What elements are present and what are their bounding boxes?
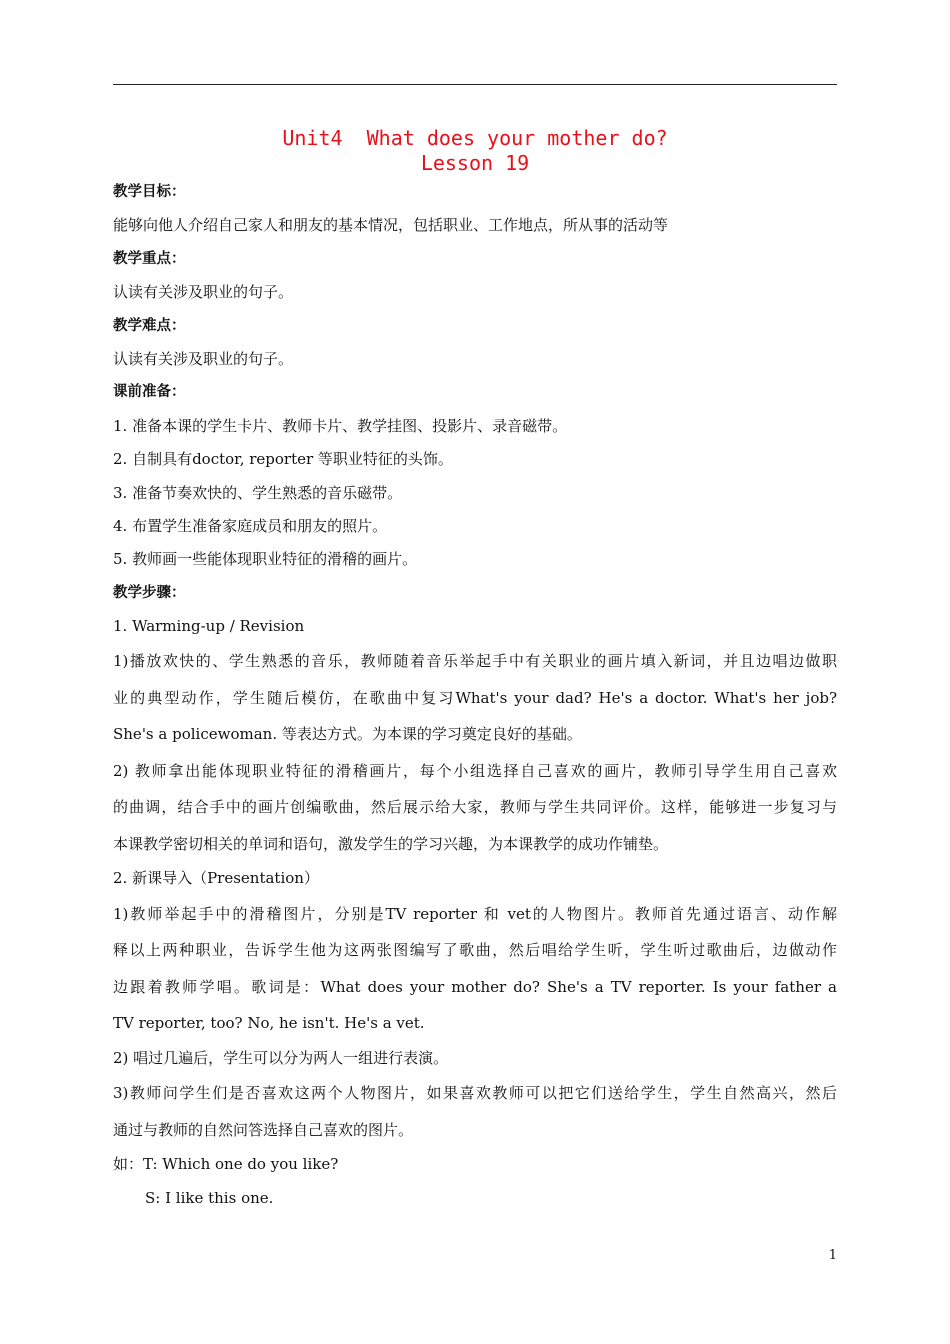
- step-presentation: 2. 新课导入（Presentation）: [113, 869, 319, 888]
- dialogue-student: S: I like this one.: [145, 1188, 274, 1207]
- heading-teaching-steps: 教学步骤：: [113, 584, 186, 601]
- paragraph-line: 2) 唱过几遍后，学生可以分为两人一组进行表演。: [113, 1048, 449, 1067]
- paragraph-line: 2) 教师拿出能体现职业特征的滑稽画片，每个小组选择自己喜欢的画片，教师引导学生用自己喜欢: [113, 761, 837, 780]
- document-body: [113, 176, 837, 1215]
- preparation-item: 1. 准备本课的学生卡片、教师卡片、教学挂图、投影片、录音磁带。: [113, 416, 568, 435]
- heading-key-points: 教学重点：: [113, 250, 186, 267]
- preparation-item: 3. 准备节奏欢快的、学生熟悉的音乐磁带。: [113, 483, 403, 502]
- key-points-text: 认读有关涉及职业的句子。: [113, 283, 294, 302]
- preparation-item: 5. 教师画一些能体现职业特征的滑稽的画片。: [113, 550, 418, 569]
- paragraph-line: 释以上两种职业，告诉学生他为这两张图编写了歌曲，然后唱给学生听，学生听过歌曲后，边做动作: [113, 941, 837, 960]
- preparation-item: 2. 自制具有doctor, reporter 等职业特征的头饰。: [113, 450, 453, 469]
- preparation-item: 4. 布置学生准备家庭成员和朋友的照片。: [113, 516, 388, 535]
- dialogue-teacher: 如：T: Which one do you like?: [113, 1155, 339, 1174]
- paragraph-line: 3)教师问学生们是否喜欢这两个人物图片，如果喜欢教师可以把它们送给学生，学生自然高兴，然后: [113, 1084, 837, 1103]
- title-unit: Unit4 What does your mother do?: [282, 126, 668, 150]
- paragraph-line: 本课教学密切相关的单词和语句，激发学生的学习兴趣，为本课教学的成功作铺垫。: [113, 834, 669, 853]
- paragraph-line: 通过与教师的自然问答选择自己喜欢的图片。: [113, 1120, 414, 1139]
- paragraph-line: She's a policewoman. 等表达方式。为本课的学习奠定良好的基础。: [113, 725, 582, 744]
- paragraph-line: 1)播放欢快的、学生熟悉的音乐，教师随着音乐举起手中有关职业的画片填入新词，并且边唱边做职: [113, 652, 837, 671]
- paragraph-line: TV reporter, too? No, he isn't. He's a vet.: [113, 1014, 425, 1033]
- title-lesson: Lesson 19: [420, 151, 530, 175]
- paragraph-line: 1)教师举起手中的滑稽图片，分别是TV reporter 和 vet的人物图片。教师首先通过语言、动作解: [113, 904, 837, 923]
- heading-difficult-points: 教学难点：: [113, 317, 186, 334]
- step-warming-up: 1. Warming-up / Revision: [113, 617, 305, 636]
- paragraph-line: 业的典型动作，学生随后模仿，在歌曲中复习What's your dad? He's a doctor. What's her job?: [113, 688, 837, 707]
- header-rule: [113, 84, 837, 85]
- paragraph-line: 的曲调，结合手中的画片创编歌曲，然后展示给大家，教师与学生共同评价。这样，能够进一步复习与: [113, 798, 837, 817]
- page-number: 1: [828, 1248, 837, 1263]
- difficult-points-text: 认读有关涉及职业的句子。: [113, 349, 294, 368]
- paragraph-line: 边跟着教师学唱。歌词是：What does your mother do? She's a TV reporter. Is your father a: [113, 977, 837, 996]
- objectives-text: 能够向他人介绍自己家人和朋友的基本情况，包括职业、工作地点，所从事的活动等: [113, 216, 669, 235]
- heading-objectives: 教学目标：: [113, 184, 186, 200]
- heading-preparation: 课前准备：: [113, 384, 186, 401]
